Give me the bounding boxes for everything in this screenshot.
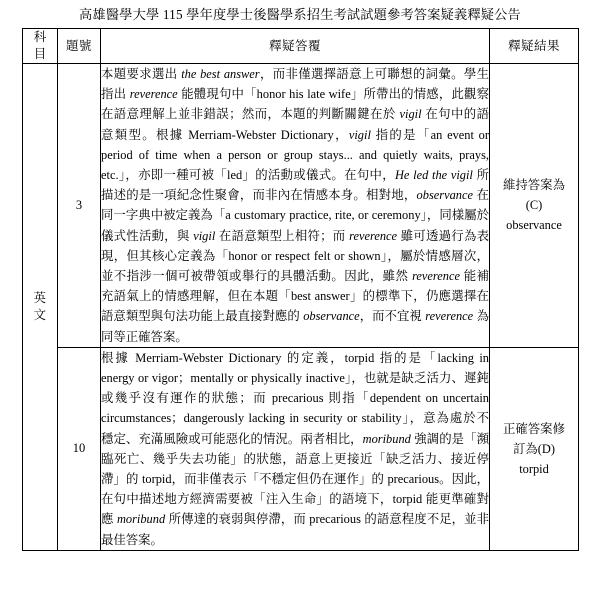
column-header-question-no: 題號 [58, 29, 101, 64]
column-header-result: 釋疑結果 [490, 29, 579, 64]
subject-label-line2: 文 [33, 307, 47, 322]
table-row [23, 64, 579, 348]
page-title: 高雄醫學大學 115 學年度學士後醫學系招生考試試題參考答案疑義釋疑公告 [79, 7, 521, 22]
column-header-subject-line1: 科 [33, 30, 47, 44]
clarification-table [22, 28, 579, 551]
result-line: 正確答案修 [503, 421, 565, 436]
answer-paragraph: 本題要求選出 the best answer，而非僅選擇語意上可聯想的詞彙。學生指出 reverence 能體現句中「honor his late wife」所帶出的情感，此觀察在語意理解上並非錯誤；然而，本題的判斷關鍵在於 vigil 在句中的語意類型。根據 Merriam-Webster Dictionary，vigil 指的是「an event or period of time when a person or group stays... and quietly waits, prays, etc.」，亦即一種可被「led」的活動或儀式。在句中，He led the vigil 所描述的是一項紀念性聚會，而非內在情感本身。相對地，observance 在同一字典中被定義為「a customary practice, rite, or ceremony」，同樣屬於儀式性活動，與 vigil 在語意類型上相符；而 reverence 雖可透過行為表現，但其核心定義為「honor or respect felt or shown」，屬於情感層次，並不指涉一個可被帶領或舉行的具體活動。因此，雖然 reverence 能補充語氣上的情感理解，但在本題「best answer」的標準下，仍應選擇在語意類型與句法功能上最直接對應的 observance，而不宜視 reverence 為同等正確答案。 [101, 67, 490, 344]
result-line: observance [506, 218, 562, 233]
column-header-answer: 釋疑答覆 [101, 29, 490, 64]
result-cell [490, 64, 579, 348]
result-line: (C) [525, 198, 543, 213]
answer-text-cell [101, 347, 490, 550]
result-line: 訂為(D) [513, 441, 555, 456]
table-header-row [23, 29, 579, 64]
table-row [23, 347, 579, 550]
question-number: 10 [58, 347, 101, 550]
result-cell [490, 347, 579, 550]
column-header-subject [23, 29, 58, 64]
answer-paragraph: 根據 Merriam-Webster Dictionary 的定義，torpid 指的是「lacking in energy or vigor；mentally or physically inactive」，也就是缺乏活力、遲鈍或幾乎沒有運作的狀態；而 precarious 則指「dependent on uncertain circumstances；dangerously lacking in security or stability」，意為處於不穩定、充滿風險或可能惡化的情況。兩者相比，moribund 強調的是「瀕臨死亡、幾乎失去功能」的狀態，語意上更接近「缺乏活力、接近停滯」的 torpid，而非僅表示「不穩定但仍在運作」的 precarious。因此，在句中描述地方經濟需要被「注入生命」的語境下，torpid 能更準確對應 moribund 所傳達的衰弱與停滯，而 precarious 的語意程度不足，並非最佳答案。 [101, 350, 489, 547]
column-header-subject-line2: 目 [33, 47, 47, 61]
result-line: 維持答案為 [503, 178, 565, 193]
subject-cell-english [23, 64, 58, 551]
subject-label-line1: 英 [33, 290, 47, 305]
result-line: torpid [519, 461, 549, 476]
question-number: 3 [58, 64, 101, 348]
answer-text-cell [101, 64, 490, 348]
